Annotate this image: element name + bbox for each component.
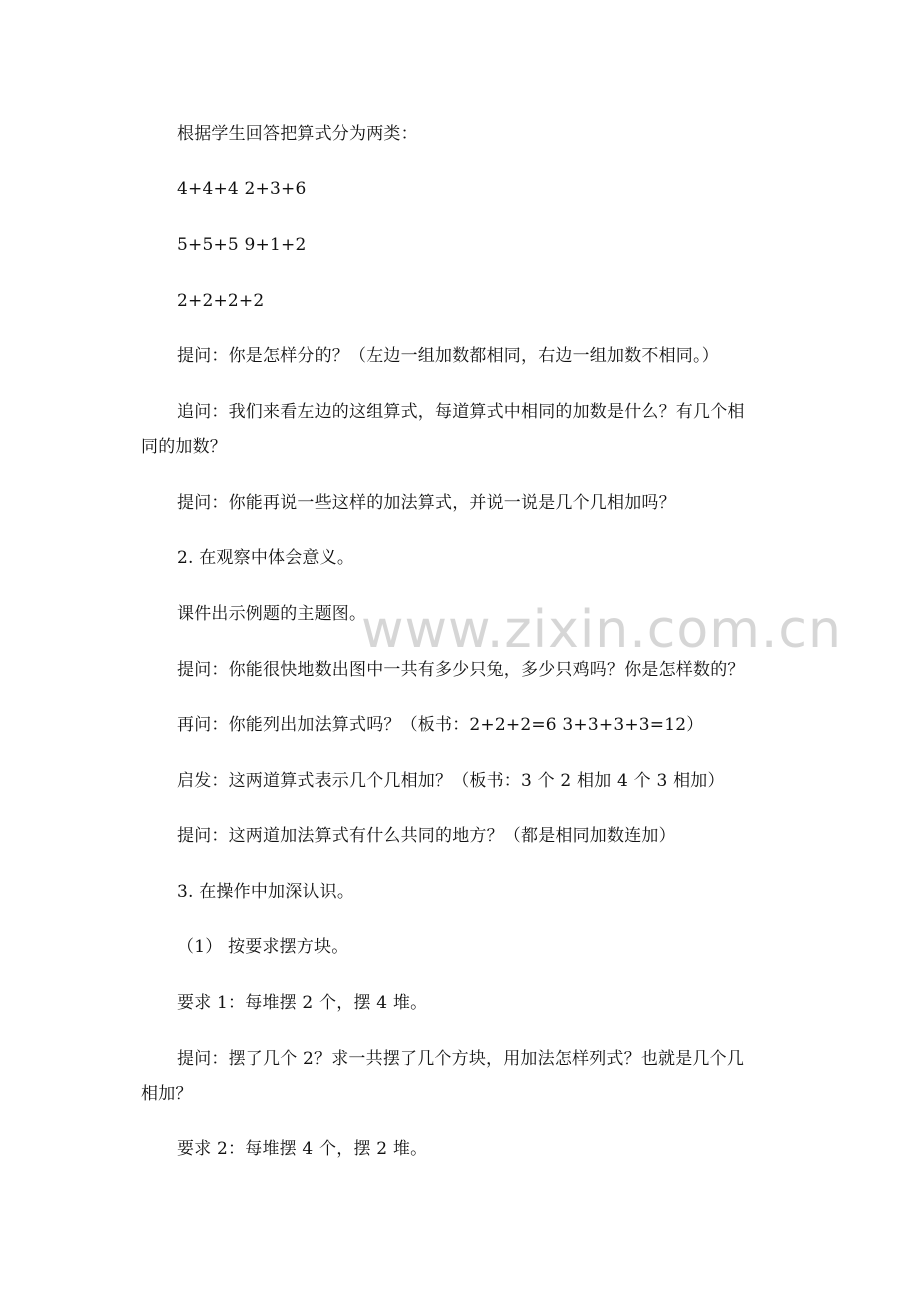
paragraph-followup-line-1: 追问：我们来看左边的这组算式，每道算式中相同的加数是什么？有几个相 [177, 402, 745, 422]
paragraph-inspire: 启发：这两道算式表示几个几相加？（板书：3 个 2 相加 4 个 3 相加） [177, 771, 725, 791]
formula-row-1: 4+4+4 2+3+6 [177, 179, 307, 199]
section-heading-3: 3. 在操作中加深认识。 [177, 882, 355, 902]
paragraph-question-4: 提问：这两道加法算式有什么共同的地方？（都是相同加数连加） [177, 826, 676, 846]
paragraph-question-5-line-2: 相加？ [141, 1084, 193, 1104]
paragraph-requirement-2: 要求 2：每堆摆 4 个，摆 2 堆。 [177, 1139, 428, 1159]
subsection-heading-1: （1） 按要求摆方块。 [177, 937, 349, 957]
paragraph-classify: 根据学生回答把算式分为两类： [177, 124, 418, 144]
watermark-text: www.zixin.com.cn [361, 600, 842, 660]
paragraph-question-1: 提问：你是怎样分的？（左边一组加数都相同，右边一组加数不相同。） [177, 346, 719, 366]
paragraph-question-3: 提问：你能很快地数出图中一共有多少只兔，多少只鸡吗？你是怎样数的？ [177, 660, 745, 680]
formula-row-3: 2+2+2+2 [177, 291, 265, 311]
paragraph-question-5-line-1: 提问：摆了几个 2？求一共摆了几个方块，用加法怎样列式？也就是几个几 [177, 1049, 745, 1069]
paragraph-requirement-1: 要求 1：每堆摆 2 个，摆 4 堆。 [177, 993, 428, 1013]
section-heading-2: 2. 在观察中体会意义。 [177, 548, 355, 568]
paragraph-ask-again: 再问：你能列出加法算式吗？（板书：2+2+2=6 3+3+3+3=12） [177, 715, 704, 735]
paragraph-courseware: 课件出示例题的主题图。 [177, 604, 367, 624]
paragraph-followup-line-2: 同的加数？ [141, 437, 227, 457]
paragraph-question-2: 提问：你能再说一些这样的加法算式，并说一说是几个几相加吗？ [177, 493, 676, 513]
formula-row-2: 5+5+5 9+1+2 [177, 235, 307, 255]
